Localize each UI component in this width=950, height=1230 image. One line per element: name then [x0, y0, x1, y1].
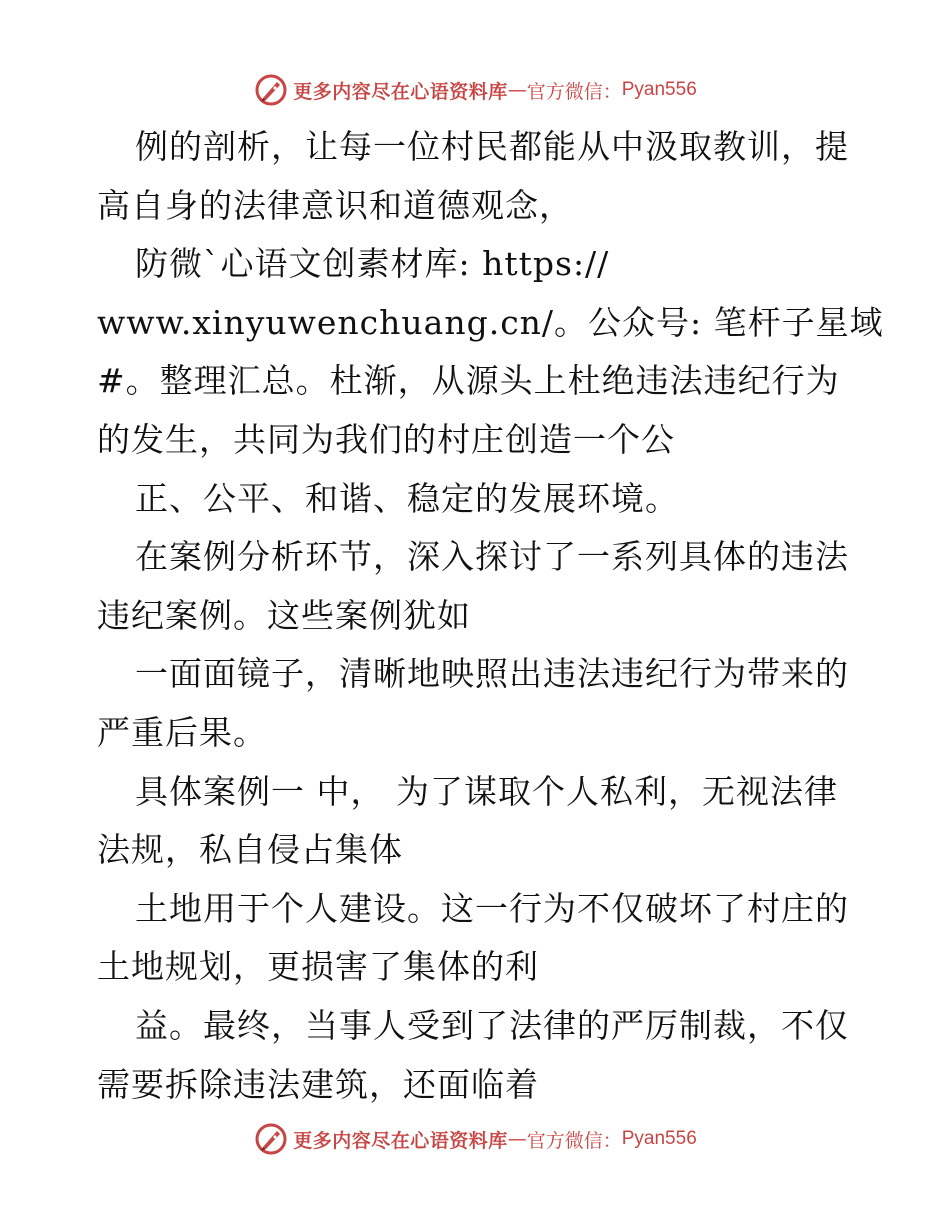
text-line: 严重后果。 — [97, 712, 267, 752]
text-line: 土地用于个人建设。这一行为不仅破坏了村庄的 — [135, 888, 849, 928]
text-line: 法规，私自侵占集体 — [97, 830, 403, 870]
text-line: 防微`心语文创素材库: https:// — [135, 244, 610, 284]
text-line: 的发生，共同为我们的村庄创造一个公 — [97, 419, 675, 459]
banner-main-text: 更多内容尽在心语资料库 — [293, 1129, 508, 1152]
banner-separator: — — [507, 79, 527, 101]
text-line: 正、公平、和谐、稳定的发展环境。 — [135, 478, 679, 518]
text-line: www.xinyuwenchuang.cn/。公众号: 笔杆子星域 — [97, 302, 884, 342]
banner-wechat-id: Pyan556 — [621, 1128, 697, 1149]
banner-separator: — — [507, 1128, 527, 1150]
text-line: 益。最终，当事人受到了法律的严厉制裁，不仅 — [135, 1005, 849, 1045]
text-line: 例的剖析，让每一位村民都能从中汲取教训，提 — [135, 127, 849, 166]
banner-wechat-label: 官方微信： — [526, 1129, 622, 1152]
text-line: 高自身的法律意识和道德观念， — [97, 185, 573, 225]
text-line: 在案例分析环节，深入探讨了一系列具体的违法 — [135, 537, 849, 577]
pen-nib-logo-icon — [253, 72, 289, 108]
text-line: 一面面镜子，清晰地映照出违法违纪行为带来的 — [135, 654, 849, 694]
text-line: 土地规划，更损害了集体的利 — [97, 947, 539, 987]
banner-wechat-id: Pyan556 — [621, 79, 697, 100]
text-line: #。整理汇总。杜渐，从源头上杜绝违法违纪行为 — [97, 361, 840, 401]
banner-main-text: 更多内容尽在心语资料库 — [293, 80, 508, 103]
pen-nib-logo-icon — [253, 1121, 289, 1157]
banner-wechat-label: 官方微信： — [526, 80, 622, 103]
header-watermark-banner — [0, 70, 950, 110]
text-line: 违纪案例。这些案例犹如 — [97, 595, 471, 635]
text-line: 需要拆除违法建筑，还面临着 — [97, 1064, 539, 1104]
footer-watermark-banner — [0, 1119, 950, 1159]
text-line: 具体案例一 中， 为了谋取个人私利，无视法律 — [135, 771, 838, 811]
document-body — [97, 118, 884, 1114]
